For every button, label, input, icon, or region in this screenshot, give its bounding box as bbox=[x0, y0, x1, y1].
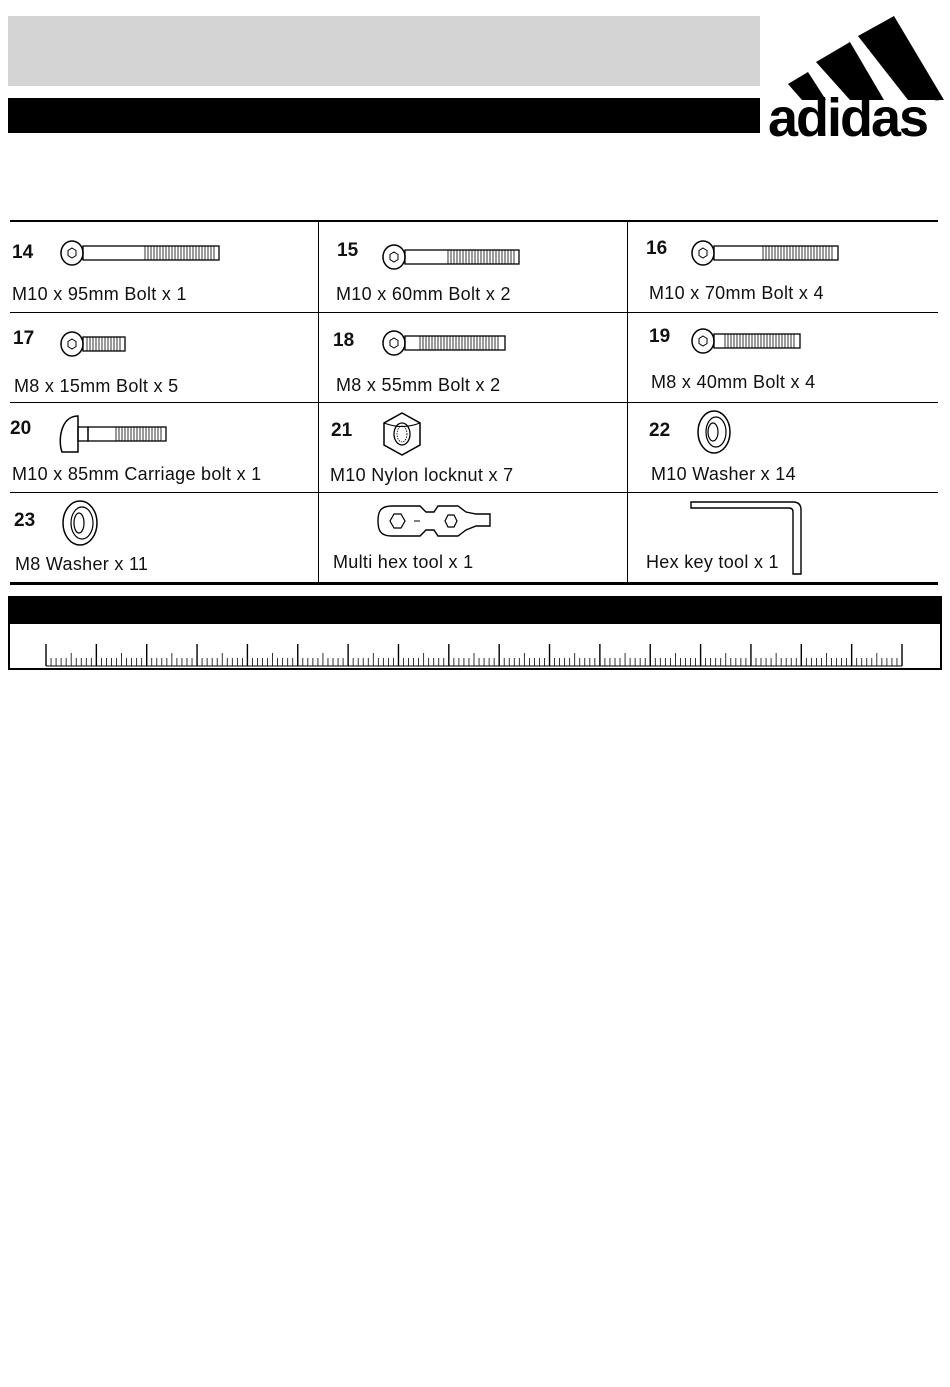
ruler-header-bar bbox=[8, 596, 942, 624]
part-number: 14 bbox=[12, 242, 34, 263]
part-label: M10 x 85mm Carriage bolt x 1 bbox=[12, 464, 262, 484]
part-cell-15 bbox=[320, 222, 628, 311]
part-label: M10 Washer x 14 bbox=[651, 464, 796, 484]
part-number: 17 bbox=[13, 328, 35, 349]
part-cell-19 bbox=[629, 312, 937, 401]
part-number: 23 bbox=[14, 510, 36, 531]
part-cell-16 bbox=[629, 222, 937, 311]
part-label: M10 x 95mm Bolt x 1 bbox=[12, 284, 187, 304]
multi-hex-tool-icon bbox=[374, 502, 514, 538]
part-label: Hex key tool x 1 bbox=[646, 552, 779, 572]
part-label: M10 x 70mm Bolt x 4 bbox=[649, 283, 824, 303]
brand-wordmark: adidas bbox=[768, 88, 928, 148]
part-label: M8 Washer x 11 bbox=[15, 554, 149, 574]
long-hex-bolt-icon bbox=[60, 238, 220, 268]
part-cell-20 bbox=[10, 402, 318, 491]
part-cell-21 bbox=[320, 402, 628, 491]
hex-bolt-icon bbox=[382, 328, 508, 358]
part-label: M8 x 40mm Bolt x 4 bbox=[651, 372, 816, 392]
part-cell-17 bbox=[10, 312, 318, 401]
part-number: 15 bbox=[337, 240, 359, 261]
part-cell-14 bbox=[10, 222, 318, 311]
hex-bolt-icon bbox=[382, 242, 522, 272]
adidas-logo bbox=[766, 14, 944, 148]
part-cell-multi-hex-tool bbox=[320, 492, 628, 581]
part-label: M10 x 60mm Bolt x 2 bbox=[336, 284, 511, 304]
part-number: 16 bbox=[646, 238, 668, 259]
part-cell-23 bbox=[10, 492, 318, 581]
part-cell-22 bbox=[629, 402, 937, 491]
carriage-bolt-icon bbox=[56, 412, 168, 456]
parts-table bbox=[10, 220, 938, 585]
hex-bolt-icon bbox=[691, 326, 803, 356]
part-label: M8 x 15mm Bolt x 5 bbox=[14, 376, 179, 396]
part-label: Multi hex tool x 1 bbox=[333, 552, 474, 572]
locknut-icon bbox=[380, 410, 424, 458]
part-label: M8 x 55mm Bolt x 2 bbox=[336, 375, 501, 395]
part-number: 21 bbox=[331, 420, 353, 441]
part-number: 22 bbox=[649, 420, 671, 441]
part-number: 20 bbox=[10, 418, 32, 439]
part-cell-hex-key bbox=[629, 492, 937, 581]
washer-icon bbox=[60, 498, 100, 548]
measuring-ruler bbox=[8, 624, 942, 670]
header-gray-bar bbox=[8, 16, 760, 86]
short-hex-bolt-icon bbox=[60, 329, 128, 359]
part-number: 18 bbox=[333, 330, 355, 351]
part-number: 19 bbox=[649, 326, 671, 347]
header-black-bar bbox=[8, 98, 760, 133]
hex-bolt-icon bbox=[691, 238, 839, 268]
registered-mark: ® bbox=[934, 94, 940, 103]
part-label: M10 Nylon locknut x 7 bbox=[330, 465, 514, 485]
ruler-ticks bbox=[10, 624, 940, 668]
washer-icon bbox=[695, 408, 733, 456]
part-cell-18 bbox=[320, 312, 628, 401]
